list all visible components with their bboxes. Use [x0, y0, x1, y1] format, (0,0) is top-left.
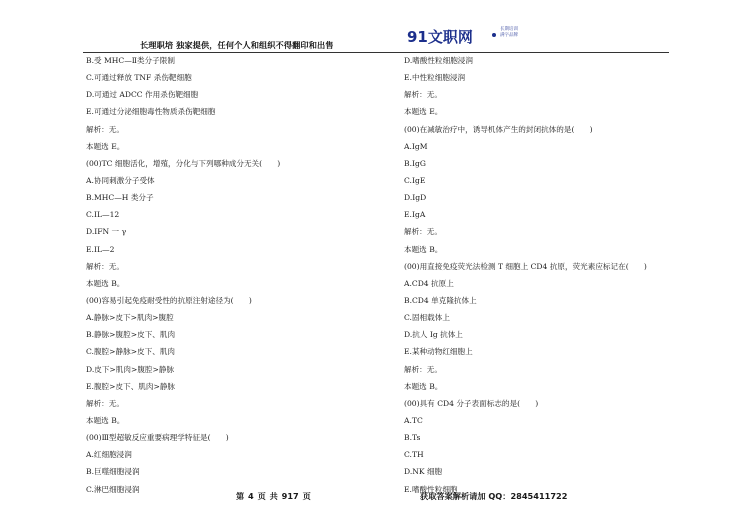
text-line: 本题选 E。: [404, 107, 443, 117]
text-line: B.静脉>腹腔>皮下、肌肉: [86, 330, 176, 340]
text-line: B.巨噬细胞浸润: [86, 467, 140, 477]
text-line: B.IgG: [404, 158, 426, 168]
text-line: B.受 MHC—Ⅱ类分子限制: [86, 56, 175, 65]
text-line: (00)TC 细胞活化，增殖，分化与下列哪种成分无关( ): [86, 158, 281, 168]
logo-text: 91文职网: [407, 28, 473, 46]
logo-slogan: [500, 27, 518, 39]
text-line: 本题选 E。: [86, 141, 125, 151]
copyright-notice: 长理职培 独家提供，任何个人和组织不得翻印和出售: [140, 40, 334, 50]
text-line: 解析：无。: [86, 398, 124, 408]
text-line: E.嗜酸性粒细胞: [404, 484, 458, 494]
text-line: 解析：无。: [404, 227, 442, 237]
text-line: D.NK 细胞: [404, 467, 443, 477]
text-line: A.CD4 抗原上: [404, 278, 454, 288]
text-line: A.红细胞浸润: [86, 450, 132, 460]
text-line: E.腹腔>皮下、肌肉>静脉: [86, 381, 176, 391]
text-line: E.可通过分泌细胞毒性物质杀伤靶细胞: [86, 107, 216, 117]
text-line: E.中性粒细胞浸润: [404, 73, 466, 83]
page-footer: [0, 488, 750, 508]
text-line: C.淋巴细胞浸润: [86, 484, 140, 494]
text-line: (00)用直接免疫荧光法检测 T 细胞上 CD4 抗原，荧光素应标记在( ): [404, 261, 647, 271]
text-line: C.IL—12: [86, 210, 120, 220]
text-line: E.某种动物红细胞上: [404, 347, 473, 357]
text-line: D.皮下>肌肉>腹腔>静脉: [86, 364, 175, 374]
page-header: [0, 0, 750, 54]
text-line: 解析：无。: [86, 124, 124, 134]
text-line: E.IL—2: [86, 244, 115, 254]
text-line: D.IFN 一 γ: [86, 227, 127, 237]
text-line: A.协同刺激分子受体: [86, 175, 155, 185]
text-line: D.嗜酸性粒细胞浸润: [404, 56, 473, 65]
text-line: 本题选 B。: [86, 278, 125, 288]
page-number: 第 4 页 共 917 页: [236, 491, 311, 501]
text-line: E.IgA: [404, 210, 426, 220]
text-line: 本题选 B。: [404, 381, 443, 391]
logo-slogan-line-1: 长期培训: [500, 27, 518, 32]
text-line: B.CD4 单克隆抗体上: [404, 295, 477, 305]
text-line: (00)在减敏治疗中，诱导机体产生的封闭抗体的是( ): [404, 124, 593, 134]
text-line: B.Ts: [404, 433, 421, 443]
text-line: C.TH: [404, 450, 424, 460]
left-text-column: [86, 52, 386, 498]
text-line: A.静脉>皮下>肌肉>腹腔: [86, 313, 174, 323]
logo-slogan-line-2: 满字品牌: [500, 33, 518, 38]
logo-dot-icon: [492, 33, 496, 37]
text-line: 本题选 B。: [404, 244, 443, 254]
text-line: 解析：无。: [404, 90, 442, 100]
text-line: C.可通过释放 TNF 杀伤靶细胞: [86, 73, 192, 83]
text-line: D.IgD: [404, 193, 427, 203]
text-line: 解析：无。: [86, 261, 124, 271]
text-line: 解析：无。: [404, 364, 442, 374]
text-line: 本题选 B。: [86, 415, 125, 425]
text-line: B.MHC—H 类分子: [86, 193, 154, 203]
text-line: D.可通过 ADCC 作用杀伤靶细胞: [86, 90, 199, 100]
text-line: D.抗人 Ig 抗体上: [404, 330, 463, 340]
contact-info: 获取答案解析请加 QQ：2845411722: [420, 491, 568, 501]
text-line: (00)具有 CD4 分子表面标志的是( ): [404, 398, 539, 408]
text-line: (00)容易引起免疫耐受性的抗原注射途径为( ): [86, 295, 252, 305]
right-text-column: [404, 52, 704, 498]
text-line: (00)Ⅲ型超敏反应重要病理学特征是( ): [86, 433, 229, 443]
text-line: A.IgM: [404, 141, 428, 151]
text-line: C.固相载体上: [404, 313, 450, 323]
text-line: C.腹腔>静脉>皮下、肌肉: [86, 347, 176, 357]
text-line: C.IgE: [404, 175, 426, 185]
text-line: A.TC: [404, 415, 423, 425]
